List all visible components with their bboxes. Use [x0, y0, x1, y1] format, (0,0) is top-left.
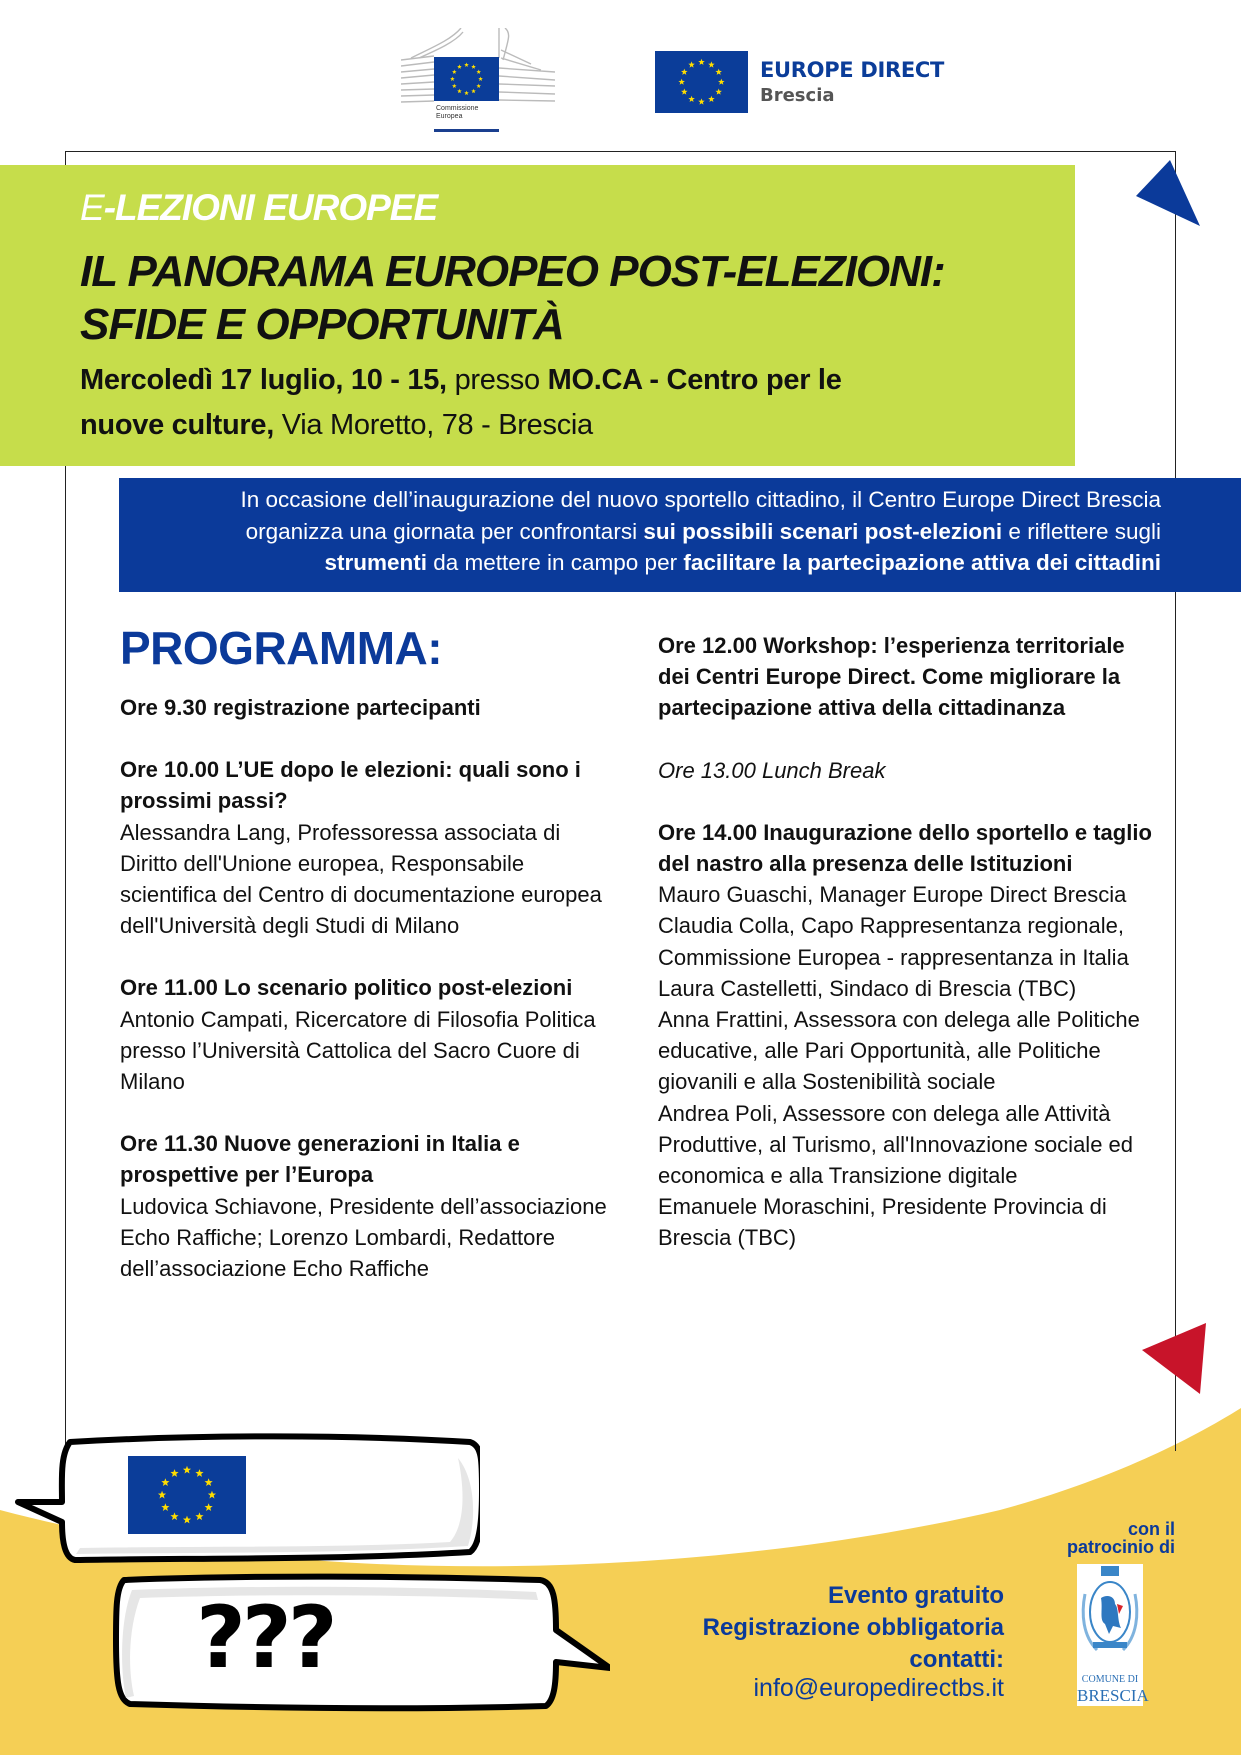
eu-star-icon — [708, 96, 714, 102]
programme-item-heading: Ore 12.00 Workshop: l’esperienza territoriale dei Centri Europe Direct. Come migliorare la partecipazione attiva della cittadinanza — [658, 633, 1125, 721]
programme-item-speaker: Alessandra Lang, Professoressa associata di Diritto dell'Unione europea, Responsabile scientifica del Centro di documentazione europea dell'Università degli Studi di Milano — [120, 819, 602, 939]
crest-line2: BRESCIA — [1077, 1686, 1149, 1705]
speaker: Laura Castelletti, Sindaco di Brescia (TBC) — [658, 975, 1077, 1001]
eu-stars-icon — [655, 51, 748, 113]
event-info — [703, 1580, 1004, 1704]
eu-star-icon — [452, 84, 457, 88]
event-date-venue — [80, 358, 1075, 448]
commission-label-line1: Commissione — [436, 105, 479, 112]
intro-line2 — [129, 516, 1161, 548]
question-marks: ??? — [196, 1588, 334, 1688]
event-header — [0, 165, 1075, 466]
eu-flag-icon — [434, 57, 499, 101]
eu-star-icon — [158, 1491, 166, 1499]
venue-name-part1: MO.CA - Centro per le — [547, 364, 842, 396]
eu-star-icon — [205, 1478, 213, 1486]
eu-star-icon — [464, 63, 469, 67]
programme-item-heading: Ore 11.00 Lo scenario politico post-elezioni — [120, 975, 573, 1001]
series-prefix: E — [80, 187, 104, 228]
patronage-line2: patrocinio di — [1067, 1537, 1175, 1557]
eu-star-icon — [708, 61, 714, 67]
venue-name-part2: nuove culture, — [80, 409, 274, 441]
programme-item — [120, 972, 620, 1097]
presso-text: presso — [446, 364, 548, 396]
speaker: Andrea Poli, Assessore con delega alle Attività Produttive, al Turismo, all'Innovazione sociale ed economica e alla Transizione digitale — [658, 1100, 1134, 1189]
commission-label-line2: Europea — [436, 113, 463, 120]
contact-email-link[interactable]: info@europedirectbs.it — [753, 1674, 1004, 1702]
eu-star-icon — [681, 89, 687, 95]
programme-item-heading: Ore 9.30 registrazione partecipanti — [120, 695, 481, 720]
eu-star-icon — [457, 64, 462, 68]
event-date: Mercoledì 17 luglio, 10 - 15, — [80, 364, 447, 396]
event-title — [80, 245, 1075, 351]
eu-star-icon — [161, 1503, 169, 1511]
eu-star-icon — [681, 69, 687, 75]
eu-star-icon — [471, 89, 476, 93]
eu-star-icon — [183, 1466, 191, 1474]
event-title-line2: SFIDE E OPPORTUNITÀ — [80, 300, 564, 349]
eu-star-icon — [698, 98, 704, 104]
europe-direct-logo — [655, 51, 944, 113]
europe-direct-city: Brescia — [760, 85, 835, 106]
intro-line1: In occasione dell’inaugurazione del nuovo sportello cittadino, il Centro Europe Direct Brescia — [240, 487, 1161, 512]
intro-highlight: facilitare la partecipazione attiva dei cittadini — [683, 550, 1161, 575]
programme-title: PROGRAMMA: — [120, 622, 443, 674]
european-commission-logo — [401, 28, 555, 134]
programme-item-heading: Ore 10.00 L’UE dopo le elezioni: quali sono i prossimi passi? — [120, 757, 581, 814]
eu-star-icon — [457, 89, 462, 93]
eu-star-icon — [715, 69, 721, 75]
speaker: Claudia Colla, Capo Rappresentanza regionale, Commissione Europea - rappresentanza in Italia — [658, 913, 1129, 970]
speaker: Emanuele Moraschini, Presidente Provincia di Brescia (TBC) — [658, 1194, 1107, 1251]
contacts-label: contatti: — [909, 1646, 1004, 1673]
eu-star-icon — [688, 96, 694, 102]
speech-bubble-question — [110, 1570, 610, 1720]
eu-star-icon — [170, 1469, 178, 1477]
red-triangle-icon — [1140, 1320, 1210, 1396]
programme-item — [120, 692, 620, 723]
intro-highlight: strumenti — [324, 550, 427, 575]
programme-item-heading: Ore 14.00 Inaugurazione dello sportello e taglio del nastro alla presenza delle Istituzioni — [658, 819, 1152, 877]
eu-star-icon — [161, 1478, 169, 1486]
eu-star-icon — [678, 79, 684, 85]
programme-item — [120, 754, 620, 941]
brescia-crest-icon — [1077, 1564, 1143, 1664]
speaker: Mauro Guaschi, Manager Europe Direct Brescia — [658, 882, 1127, 908]
eu-star-icon — [688, 61, 694, 67]
lunch-break: Ore 13.00 Lunch Break — [658, 757, 886, 783]
commission-label — [436, 105, 478, 121]
eu-star-icon — [195, 1512, 203, 1520]
intro-text: da mettere in campo per — [426, 550, 684, 575]
eu-star-icon — [452, 70, 457, 74]
commission-underline — [434, 129, 499, 132]
europe-direct-title: EUROPE DIRECT — [760, 58, 945, 82]
programme-item — [658, 630, 1158, 724]
eu-star-icon — [715, 89, 721, 95]
intro-line3 — [129, 547, 1161, 579]
registration-label: Registrazione obbligatoria — [702, 1614, 1004, 1641]
crest-line1: COMUNE DI — [1081, 1674, 1139, 1685]
eu-star-icon — [718, 79, 724, 85]
intro-text: e riflettere sugli — [1002, 518, 1161, 544]
patronage-label — [1067, 1520, 1175, 1556]
venue-address: Via Moretto, 78 - Brescia — [274, 409, 593, 441]
programme-right-column — [658, 630, 1158, 1285]
eu-star-icon — [170, 1512, 178, 1520]
eu-star-icon — [208, 1491, 216, 1499]
eu-star-icon — [476, 84, 481, 88]
eu-star-icon — [195, 1469, 203, 1477]
intro-band — [119, 478, 1241, 592]
eu-star-icon — [476, 70, 481, 74]
programme-item-speaker: Ludovica Schiavone, Presidente dell’associazione Echo Raffiche; Lorenzo Lombardi, Redattore dell’associazione Echo Raffiche — [120, 1193, 607, 1282]
eu-star-icon — [478, 77, 483, 81]
speaker: Anna Frattini, Assessora con delega alle Politiche educative, alle Pari Opportunità, alle Politiche giovanili e alla Sostenibilità sociale — [658, 1007, 1140, 1095]
programme-item — [658, 817, 1158, 1254]
programme-item-heading: Ore 11.30 Nuove generazioni in Italia e prospettive per l’Europa — [120, 1131, 520, 1188]
blue-triangle-icon — [1130, 158, 1202, 230]
eu-flag-icon — [655, 51, 748, 113]
patronage-line1: con il — [1127, 1519, 1175, 1539]
programme-item — [658, 755, 1158, 786]
eu-stars-icon — [128, 1456, 246, 1534]
eu-star-icon — [450, 77, 455, 81]
eu-star-icon — [464, 91, 469, 95]
free-event-label: Evento gratuito — [827, 1582, 1004, 1609]
eu-star-icon — [698, 59, 704, 65]
series-rest: -LEZIONI EUROPEE — [103, 187, 438, 228]
eu-star-icon — [471, 64, 476, 68]
programme-left-column — [120, 620, 620, 1315]
crest-caption — [1077, 1673, 1149, 1705]
eu-stars-icon — [434, 57, 499, 101]
intro-highlight: sui possibili scenari post-elezioni — [643, 518, 1003, 544]
eu-star-icon — [205, 1503, 213, 1511]
series-title — [80, 187, 1075, 229]
programme-item-speaker: Antonio Campati, Ricercatore di Filosofia Politica presso l’Università Cattolica del Sacro Cuore di Milano — [120, 1006, 596, 1095]
comune-di-brescia-logo — [1077, 1564, 1149, 1706]
event-title-line1: IL PANORAMA EUROPEO POST-ELEZIONI: — [80, 247, 945, 296]
intro-text: organizza una giornata per confrontarsi — [245, 518, 644, 544]
eu-flag-icon — [128, 1456, 246, 1534]
programme-item — [120, 1128, 620, 1284]
eu-star-icon — [183, 1516, 191, 1524]
